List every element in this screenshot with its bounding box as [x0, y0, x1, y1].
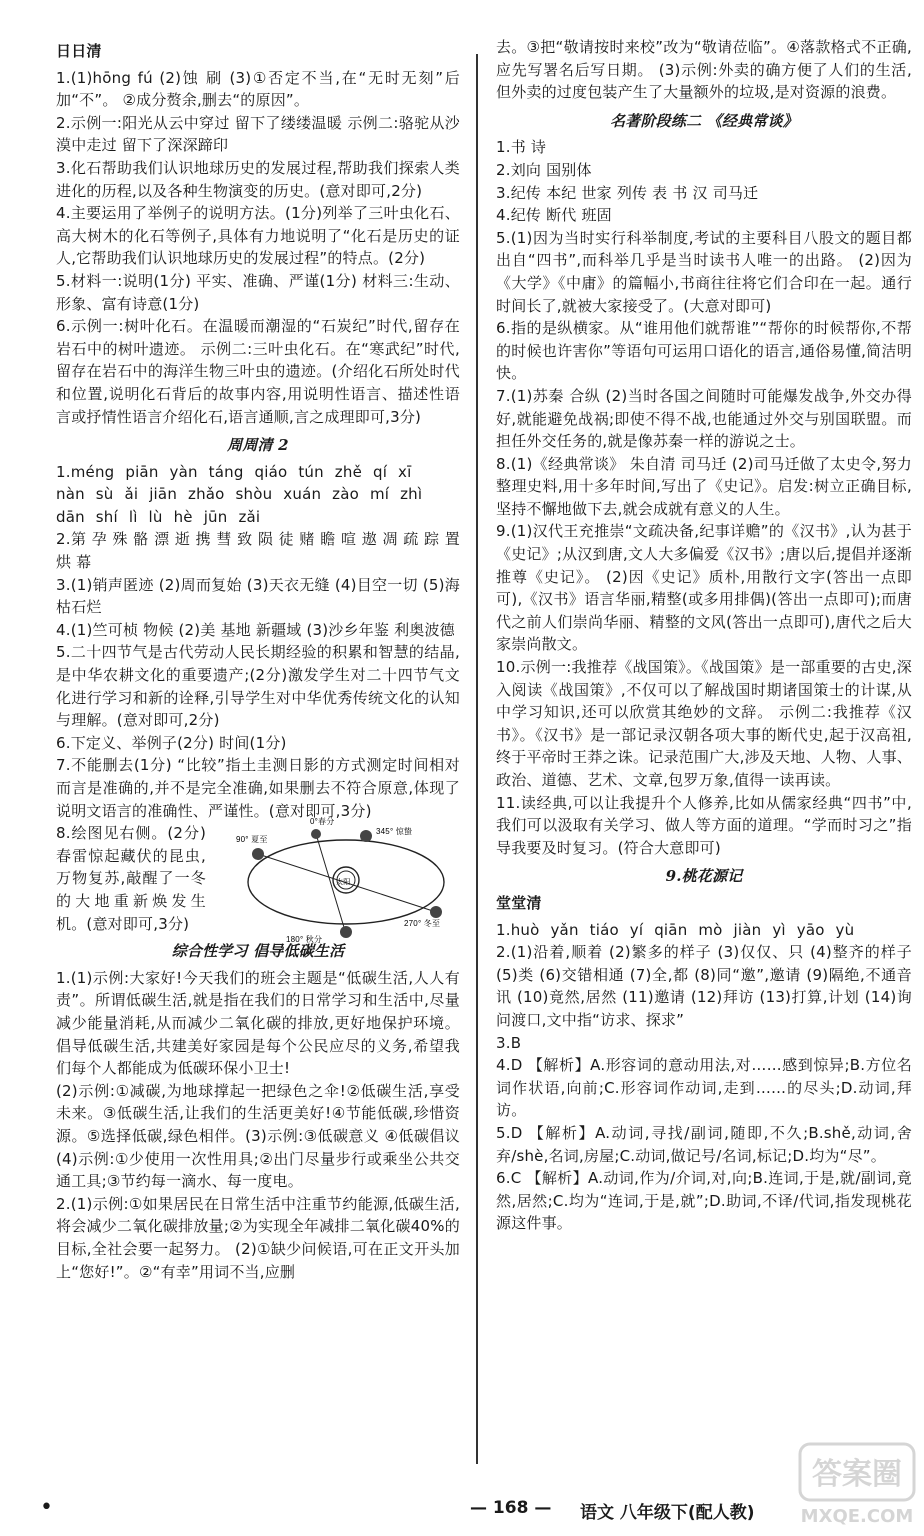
answer-item: 1.(1)hōng fú (2)蚀 刷 (3)①否定不当,在“无时无刻”后加“不”。 ②成分赘余,删去“的原因”。 [56, 68, 460, 110]
earth-marker [430, 906, 442, 918]
question-8-block [56, 817, 460, 945]
answer-item: 11.读经典,可以让我提升个人修养,比如从儒家经典“四书”中,我们可以汲取有关学习、做人等方面的道理。“学而时习之”指导我要及时复习。(符合大意即可) [496, 793, 912, 857]
answer-item: 5.D 【解析】A.动词,寻找/副词,随即,不久;B.shě,动词,舍弃/shè,名词,房屋;C.动词,做记号/名词,标记;D.均为“尽”。 [496, 1123, 912, 1165]
watermark-logo [796, 1440, 918, 1530]
answer-item: 2.第 孕 殊 骼 漂 逝 携 彗 致 陨 徒 赌 瞻 喧 遨 凋 疏 踪 置 烘 幕 [56, 530, 460, 572]
answer-item: 10.示例一:我推荐《战国策》。《战国策》是一部重要的古史,深入阅读《战国策》,不仅可以了解战国时期诸国策士的计谋,从中学习知识,还可以欣赏其绝妙的文辞。 示例二:我推荐《汉书》。《汉书》是一部记录汉朝各项大事的断代史,起于汉高祖,终于平帝时王莽之诛。记录范围广大,涉及天地、人物、人事、政治、道德、艺术、文章,包罗万象,值得一读再读。 [496, 658, 912, 789]
solstice-label: 270° 冬至 [404, 919, 441, 929]
equinox-label: 0°春分 [310, 817, 335, 827]
right-column [496, 36, 912, 1235]
footer-dot: • [40, 1495, 53, 1520]
pinyin-line: nàn sù ǎi jiān zhǎo shòu xuán zào mí zhì [56, 485, 423, 504]
solar-terms-diagram [236, 814, 456, 944]
answer-item: 5.材料一:说明(1分) 平实、准确、严谨(1分) 材料三:生动、形象、富有诗意(1分) [56, 271, 460, 313]
answer-item: 6.C 【解析】A.动词,作为/介词,对,向;B.连词,于是,就/副词,竟然,居然;C.均为“连词,于是,就”;D.助词,不译/代词,指发现桃花源这件事。 [496, 1169, 912, 1233]
answer-item: 3.(1)销声匿迹 (2)周而复始 (3)天衣无缝 (4)目空一切 (5)海枯石烂 [56, 575, 460, 617]
pinyin-line: dān shí lì lù hè jūn zǎi [56, 507, 261, 526]
answer-item: 4.主要运用了举例子的说明方法。(1分)列举了三叶虫化石、高大树木的化石等例子,具体有力地说明了“化石是历史的证人,它帮助我们认识地球历史的发展过程”的特点。(2分) [56, 204, 460, 268]
section-daily-title: 日日清 [56, 42, 102, 60]
earth-marker [340, 926, 352, 938]
answer-item: 7.不能删去(1分) “比较”指土圭测日影的方式测定时间相对而言是准确的,并不是完全准确,如果删去不符合原意,体现了说明文语言的准确性、严谨性。(意对即可,3分) [56, 756, 460, 820]
page-number: — 168 — [470, 1498, 552, 1518]
book-label: 语文 八年级下(配人教) [580, 1503, 755, 1523]
answer-item: 1.书 诗 [496, 138, 547, 157]
pinyin-line: 1.huò yǎn tiáo yí qiān mò jiàn yì yāo yù [496, 920, 855, 939]
answer-item: 4.(1)竺可桢 物候 (2)美 基地 新疆域 (3)沙乡年鉴 利奥波德 [56, 620, 455, 639]
answer-item: (2)示例:①减碳,为地球撑起一把绿色之伞!②低碳生活,享受未来。③低碳生活,让我们的生活更美好!④节能低碳,珍惜资源。⑤选择低碳,绿色相伴。(3)示例:③低碳意义 ④低碳倡议 (4)示例:①少使用一次性用具;②出门尽量步行或乘坐公共交通工具;③节约每一滴水、每一度电。 [56, 1081, 460, 1191]
earth-marker [252, 848, 264, 860]
term-label: 345° 惊蛰 [376, 827, 413, 837]
answer-item: 2.(1)示例:①如果居民在日常生活中注重节约能源,低碳生活,将会减少二氧化碳排放量;②为实现全年减排二氧化碳40%的目标,全社会要一起努力。 (2)①缺少问候语,可在正文开头加上“您好!”。②“有幸”用词不当,应删 [56, 1194, 460, 1281]
section-class-title: 堂堂清 [496, 893, 542, 912]
answer-item: 2.示例一:阳光从云中穿过 留下了缕缕温暖 示例二:骆驼从沙漠中走过 留下了深深蹄印 [56, 113, 460, 155]
left-column [56, 36, 460, 1283]
answer-item: 5.二十四节气是古代劳动人民长期经验的积累和智慧的结晶,是中华农耕文化的重要遗产;(2分)激发学生对二十四节气文化进行学习和新的诠释,引导学生对中华优秀传统文化的认知与理解。(意对即可,2分) [56, 643, 460, 730]
svg-text:MXQE.COM: MXQE.COM [800, 1506, 914, 1527]
section-classics-title: 名著阶段练二 《经典常谈》 [610, 111, 798, 130]
answer-item: 6.示例一:树叶化石。在温暖而潮湿的“石炭纪”时代,留存在岩石中的树叶遗迹。 示例二:三叶虫化石。在“寒武纪”时代,留存在岩石中的海洋生物三叶虫的遗迹。(介绍化石所处时代和位置,说明化石背后的故事内容,用说明性语言、描述性语言或抒情性语言介绍化石,语言通顺,言之成理即可,3分) [56, 317, 460, 426]
answer-item: 6.下定义、举例子(2分) 时间(1分) [56, 733, 287, 752]
answer-item: 4.D 【解析】A.形容词的意动用法,对……感到惊异;B.方位名词作状语,向前;C.形容词作动词,走到……的尽头;D.动词,拜访。 [496, 1056, 912, 1120]
answer-item: 4.纪传 断代 班固 [496, 206, 612, 225]
page-footer [0, 1495, 924, 1528]
section-weekly-title: 周周清 2 [227, 436, 289, 455]
earth-marker [311, 829, 321, 839]
answer-item: 3.化石帮助我们认识地球历史的发展过程,帮助我们探索人类进化的历程,以及各种生物演变的历史。(意对即可,2分) [56, 158, 460, 200]
answer-item: 8.(1)《经典常谈》 朱自清 司马迁 (2)司马迁做了太史令,努力整理史料,用十多年时间,写出了《史记》。启发:树立正确目标,坚持不懈地做下去,就会成就有意义的人生。 [496, 454, 912, 518]
svg-text:答案圈: 答案圈 [812, 1457, 902, 1492]
section-lesson-title: 9.桃花源记 [665, 867, 743, 886]
answer-item: 9.(1)汉代王充推崇“文疏决备,纪事详赡”的《汉书》,认为甚于《史记》;从汉到唐,文人大多偏爱《汉书》;唐以后,提倡并逐渐推尊《史记》。 (2)因《史记》质朴,用散行文字(答出一点即可),《汉书》语言华丽,精整(或多用排偶)(答出一点即可);而唐代之前人们崇尚华丽、精整的文风(答出一点即可),唐代之后大家崇尚散文。 [496, 522, 912, 654]
answer-item: 去。③把“敬请按时来校”改为“敬请莅临”。④落款格式不正确,应先写署名后写日期。 (3)示例:外卖的确方便了人们的生活,但外卖的过度包装产生了大量额外的垃圾,是对资源的浪费。 [496, 38, 912, 102]
earth-marker [360, 830, 372, 842]
answer-item: 1.(1)示例:大家好!今天我们的班会主题是“低碳生活,人人有责”。所谓低碳生活,就是指在我们的日常学习和生活中,尽量减少能量消耗,从而减少二氧化碳的排放,更好地保护环境。倡导低碳生活,共建美好家园是每个公民应尽的义务,希望我们每个人都能成为低碳环保小卫士! [56, 968, 460, 1078]
answer-item: 2.(1)沿着,顺着 (2)繁多的样子 (3)仅仅、只 (4)整齐的样子 (5)类 (6)交错相通 (7)全,都 (8)同“邀”,邀请 (9)隔绝,不通音讯 (10)竟然,居然 (11)邀请 (12)拜访 (13)打算,计划 (14)询问渡口,文中指“访求、探求” [496, 943, 912, 1029]
section-comprehensive-title: 综合性学习 倡导低碳生活 [171, 942, 345, 961]
answer-item: 2.刘向 国别体 [496, 160, 592, 179]
answer-item: 8.绘图见右侧。(2分)春雷惊起藏伏的昆虫,万物复苏,敲醒了一冬的大地重新焕发生机。(意对即可,3分) [56, 824, 206, 933]
answer-item: 5.(1)因为当时实行科举制度,考试的主要科目八股文的题目都出自“四书”,而科举几乎是当时读书人唯一的出路。 (2)因为《大学》《中庸》的篇幅小,书商往往将它们合印在一起。通行时间长了,就被大家接受了。(大意对即可) [496, 228, 912, 315]
solstice-label: 90° 夏至 [236, 835, 268, 845]
answer-item: 3.B [496, 1033, 522, 1052]
answer-item: 3.纪传 本纪 世家 列传 表 书 汉 司马迁 [496, 183, 759, 202]
pinyin-line: 1.méng piān yàn táng qiáo tún zhě qí xī [56, 462, 412, 481]
sun-label: 太阳 [336, 879, 351, 887]
answer-item: 7.(1)苏秦 合纵 (2)当时各国之间随时可能爆发战争,外交办得好,就能避免战祸;即使不得不战,也能通过外交与别国联盟。而担任外交任务的,就是像苏秦一样的游说之士。 [496, 386, 912, 451]
equinox-label: 180° 秋分 [286, 935, 323, 945]
answer-item: 6.指的是纵横家。从“谁用他们就帮谁”“帮你的时候帮你,不帮的时候也许害你”等语句可运用口语化的语言,通俗易懂,简洁明快。 [496, 319, 912, 383]
column-divider [476, 54, 478, 1464]
